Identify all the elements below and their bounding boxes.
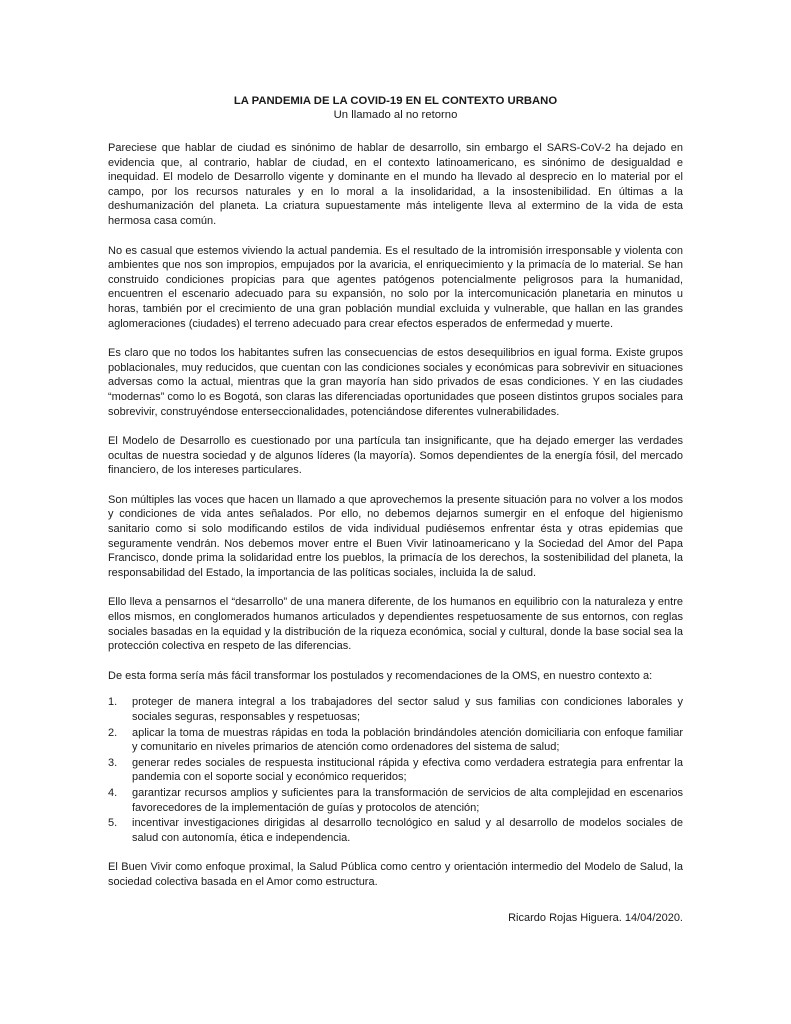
list-item-text: aplicar la toma de muestras rápidas en toda la población brindándoles atención domiciliaria con enfoque familiar y comunitario en niveles primarios de atención como ordenadores del sistema de salud; bbox=[132, 726, 683, 754]
paragraph: No es casual que estemos viviendo la actual pandemia. Es el resultado de la intromisión irresponsable y violenta con ambientes que nos son impropios, empujados por la avaricia, el enriquecimiento y la primacía de lo material. Se han construido condiciones propicias para que agentes patógenos potencialmente peligrosos para la humanidad, encuentren el escenario adecuado para su expansión, no solo por la intercomunicación planetaria en minutos u horas, también por el crecimiento de una gran población mundial excluida y vulnerable, que hallan en las grandes aglomeraciones (ciudades) el terreno adecuado para crear efectos esperados de enfermedad y muerte. bbox=[108, 244, 683, 330]
document-subtitle: Un llamado al no retorno bbox=[333, 109, 458, 121]
list-item-number: 4. bbox=[108, 786, 118, 799]
list-item bbox=[108, 695, 683, 724]
signature: Ricardo Rojas Higuera. 14/04/2020. bbox=[508, 911, 683, 924]
list-item bbox=[108, 816, 683, 845]
list-item-number: 2. bbox=[108, 726, 118, 739]
list-item bbox=[108, 786, 683, 815]
list-item-number: 1. bbox=[108, 696, 118, 709]
closing-paragraph: El Buen Vivir como enfoque proximal, la Salud Pública como centro y orientación intermedio del Modelo de Salud, la sociedad colectiva basada en el Amor como estructura. bbox=[108, 861, 683, 888]
list-intro: De esta forma sería más fácil transformar los postulados y recomendaciones de la OMS, en nuestro contexto a: bbox=[108, 669, 653, 682]
list-item-number: 5. bbox=[108, 817, 118, 830]
list-item bbox=[108, 756, 683, 785]
paragraph: Ello lleva a pensarnos el “desarrollo” de una manera diferente, de los humanos en equilibrio con la naturaleza y entre ellos mismos, en conglomerados humanos articulados y dependientes respetuosamente de sus entornos, con reglas sociales basadas en la equidad y la distribución de la riqueza económica, social y cultural, donde la base social sea la protección colectiva en respeto de las diferencias. bbox=[108, 596, 683, 653]
list-item bbox=[108, 726, 683, 755]
paragraph: Pareciese que hablar de ciudad es sinónimo de hablar de desarrollo, sin embargo el SARS-CoV-2 ha dejado en evidencia que, al contrario, hablar de ciudad, en el contexto latinoamericano, es sinónimo de desigualdad e inequidad. El modelo de Desarrollo vigente y dominante en el mundo ha llevado al desprecio en lo material por el campo, por los recursos naturales y en lo moral a la insolidaridad, a la insostenibilidad. En últimas a la deshumanización del planeta. La criatura supuestamente más inteligente lleva al extermino de la vida de esta hermosa casa común. bbox=[108, 142, 683, 227]
document-title: LA PANDEMIA DE LA COVID-19 EN EL CONTEXTO URBANO bbox=[233, 95, 558, 107]
recommendations-list bbox=[108, 695, 683, 845]
paragraph: Es claro que no todos los habitantes sufren las consecuencias de estos desequilibrios en igual forma. Existe grupos poblacionales, muy reducidos, que cuentan con las condiciones sociales y económicas para sobrevivir en situaciones adversas como la actual, mientras que la gran mayoría han sido privados de esas condiciones. Y en las ciudades “modernas” como lo es Bogotá, son claras las diferenciadas oportunidades que poseen distintos grupos sociales para sobrevivir, construyéndose enterseccionalidades, potenciándose diferentes vulnerabilidades. bbox=[108, 347, 683, 418]
list-item-text: generar redes sociales de respuesta institucional rápida y efectiva como verdadera estrategia para enfrentar la pandemia con el soporte social y económico requeridos; bbox=[132, 756, 683, 784]
paragraph: El Modelo de Desarrollo es cuestionado por una partícula tan insignificante, que ha dejado emerger las verdades ocultas de nuestra sociedad y de algunos líderes (la mayoría). Somos dependientes de la energía fósil, del mercado financiero, de los intereses particulares. bbox=[108, 435, 683, 477]
list-item-text: garantizar recursos amplios y suficientes para la transformación de servicios de alta complejidad en escenarios favorecedores de la implementación de guías y protocolos de atención; bbox=[132, 786, 683, 814]
list-item-number: 3. bbox=[108, 756, 118, 769]
list-item-text: proteger de manera integral a los trabajadores del sector salud y sus familias con condiciones laborales y sociales seguras, responsables y respetuosas; bbox=[132, 696, 683, 723]
list-item-text: incentivar investigaciones dirigidas al desarrollo tecnológico en salud y al desarrollo de modelos sociales de salud con autonomía, ética e independencia. bbox=[132, 817, 683, 844]
paragraph: Son múltiples las voces que hacen un llamado a que aprovechemos la presente situación para no volver a los modos y condiciones de vida antes señalados. Por ello, no debemos dejarnos sumergir en el enfoque del higienismo sanitario como si solo modificando estilos de vida individual pudiésemos enfrentar ésta y otras epidemias que seguramente vendrán. Nos debemos mover entre el Buen Vivir latinoamericano y la Sociedad del Amor del Papa Francisco, donde prima la solidaridad entre los pueblos, la primacía de los derechos, la sostenibilidad del planeta, la responsabilidad del Estado, la importancia de las políticas sociales, incluida la de salud. bbox=[108, 493, 683, 579]
